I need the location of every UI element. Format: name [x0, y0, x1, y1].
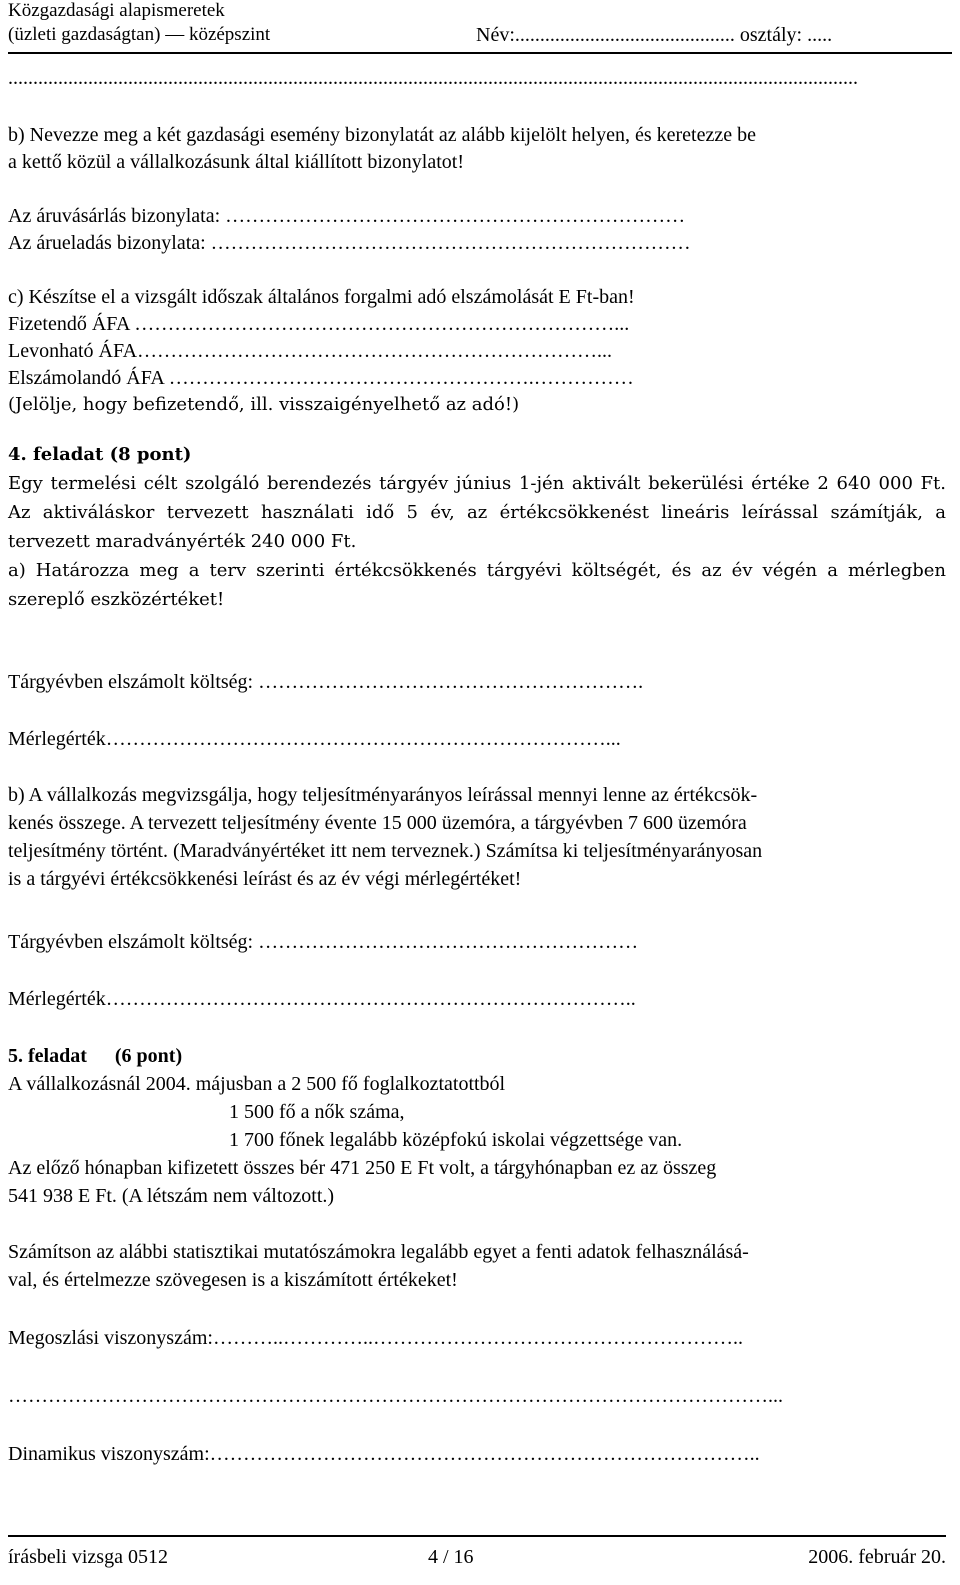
task-5-line2: 1 500 fő a nők száma,	[229, 1101, 405, 1123]
vat-settlement-field: Elszámolandó ÁFA ……………………………………………….……………	[8, 367, 634, 389]
task-4-description: Egy termelési célt szolgáló berendezés tárgyév június 1-jén aktivált bekerülési értéke 2 640 000 Ft. Az aktiváláskor tervezett használati idő 5 év, az értékcsökkenést lineáris leírással számítják, a tervezett maradványérték 240 000 Ft.	[8, 473, 946, 552]
name-class-field: Név:............................................ osztály: .....	[476, 24, 833, 46]
task-5-points: (6 pont)	[114, 1045, 183, 1067]
task-3b-line1: b) Nevezze meg a két gazdasági esemény bizonylatát az alább kijelölt helyen, és keretezze be	[8, 124, 756, 146]
answer-dots-line: ..........................................................................................................................................................................	[8, 67, 858, 89]
page-number: 4 / 16	[428, 1546, 474, 1568]
task-5-line4: Az előző hónapban kifizetett összes bér 471 250 E Ft volt, a tárgyhónapban ez az összeg	[8, 1157, 717, 1179]
subject-title: Közgazdasági alapismeretek	[8, 0, 225, 21]
balance-value-field-a: Mérlegérték…………………………………………………………………...	[8, 728, 621, 750]
balance-value-field-b: Mérlegérték……………………………………………………………………..	[8, 988, 636, 1010]
vat-deductible-field: Levonható ÁFA……………………………………………………………...	[8, 340, 613, 362]
exam-code: írásbeli vizsga 0512	[8, 1546, 168, 1568]
distribution-ratio-field: Megoszlási viszonyszám:………..…………..………………………………………………..	[8, 1327, 743, 1349]
vat-note: (Jelölje, hogy befizetendő, ill. visszaigényelhető az adó!)	[8, 394, 520, 415]
task-4-heading: 4. feladat (8 pont)	[8, 444, 192, 465]
task-5-line7: val, és értelmezze szövegesen is a kiszámított értékeket!	[8, 1269, 458, 1291]
task-4b-line3: teljesítmény történt. (Maradványértéket itt nem terveznek.) Számítsa ki teljesítményarányosan	[8, 840, 763, 862]
task-3b-line2: a kettő közül a vállalkozásunk által kiállított bizonylatot!	[8, 151, 464, 173]
page-footer	[8, 1535, 946, 1585]
task-5-line5: 541 938 E Ft. (A létszám nem változott.)	[8, 1185, 335, 1207]
vat-payable-field: Fizetendő ÁFA ………………………………………………………………...	[8, 313, 630, 335]
task-4b-line2: kenés összege. A tervezett teljesítmény évente 15 000 üzemóra, a tárgyévben 7 600 üzemóra	[8, 812, 747, 834]
dynamic-ratio-field: Dinamikus viszonyszám:………………………………………………………………………..	[8, 1443, 760, 1465]
task-5-number: 5. feladat	[8, 1045, 87, 1067]
answer-dots-line-2: ……………………………………………………………………………………………………...	[8, 1385, 783, 1407]
task-5-line6: Számítson az alábbi statisztikai mutatószámokra legalább egyet a fenti adatok felhasználásá-	[8, 1241, 749, 1263]
page-header	[8, 0, 952, 54]
task-4	[8, 440, 946, 614]
task-4a-question: a) Határozza meg a terv szerinti értékcsökkenés tárgyévi költségét, és az év végén a mérlegben szereplő eszközértéket!	[8, 560, 946, 610]
task-4b-line4: is a tárgyévi értékcsökkenési leírást és az év végi mérlegértéket!	[8, 868, 522, 890]
purchase-document-field: Az áruvásárlás bizonylata: ……………………………………………………………	[8, 205, 686, 227]
task-5-heading	[8, 1044, 946, 1068]
task-3c-title: c) Készítse el a vizsgált időszak általános forgalmi adó elszámolását E Ft-ban!	[8, 286, 635, 308]
sale-document-field: Az árueladás bizonylata: ………………………………………………………………	[8, 232, 691, 254]
exam-date: 2006. február 20.	[808, 1546, 946, 1568]
cost-field-b: Tárgyévben elszámolt költség: …………………………………………………	[8, 931, 639, 953]
task-5-line3: 1 700 főnek legalább középfokú iskolai végzettsége van.	[229, 1129, 683, 1151]
level-subtitle: (üzleti gazdaságtan) — középszint	[8, 24, 271, 45]
task-5-line1: A vállalkozásnál 2004. májusban a 2 500 fő foglalkoztatottból	[8, 1073, 506, 1095]
task-4b-line1: b) A vállalkozás megvizsgálja, hogy teljesítményarányos leírással mennyi lenne az értékcsök-	[8, 784, 758, 806]
cost-field-a: Tárgyévben elszámolt költség: ………………………………………………….	[8, 671, 644, 693]
